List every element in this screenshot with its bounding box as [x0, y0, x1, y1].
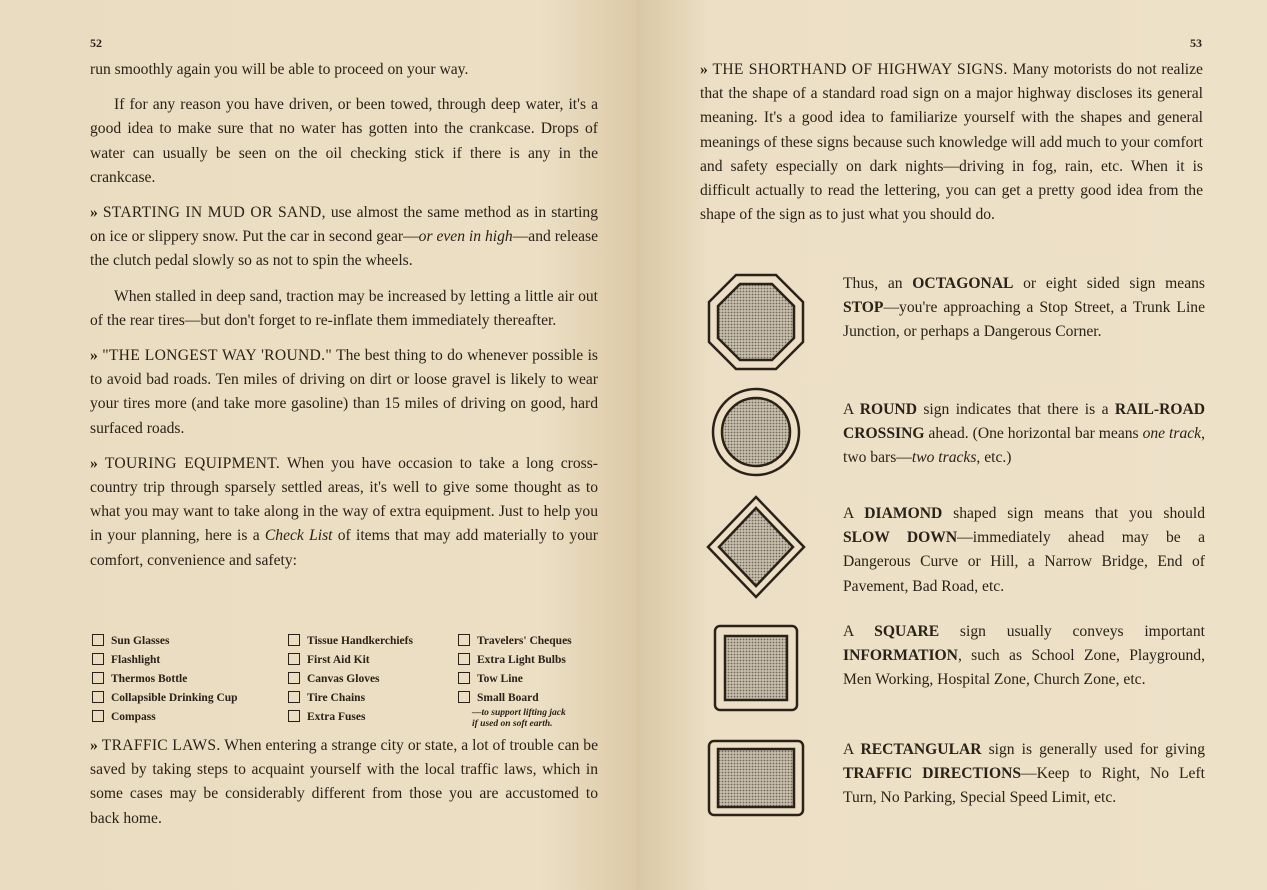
text-run: ahead. (One horizontal bar means — [924, 425, 1143, 443]
emphasis-text: » — [90, 204, 103, 222]
paragraph — [90, 201, 598, 274]
check-list-label: Small Board — [477, 692, 539, 704]
checkbox-icon — [458, 672, 470, 684]
checkbox-icon — [458, 653, 470, 665]
check-list-column — [288, 632, 413, 727]
check-list-label: Collapsible Drinking Cup — [111, 692, 238, 704]
text-run: , etc.) — [976, 449, 1012, 467]
emphasis-text: "THE LONGEST WAY 'ROUND." — [102, 347, 332, 365]
square-sign-icon — [706, 623, 806, 734]
check-list-item — [92, 708, 238, 727]
text-run: —and release the clutch pedal slowly so as not to spin the wheels. — [90, 228, 598, 270]
text-run: When you have occasion to take a long cross-country trip through sparsely settled areas, it's well to give some thought as to what you may want to take along in the way of extra equipment. Just to help you in your planning, here is a — [90, 454, 599, 545]
checkbox-icon — [458, 634, 470, 646]
diamond-sign-icon — [706, 495, 806, 606]
emphasis-text: » — [90, 454, 105, 472]
paragraph — [90, 93, 598, 190]
rectangle-sign-icon — [706, 738, 806, 849]
text-run: sign is generally used for giving — [981, 741, 1205, 758]
check-list-item — [92, 651, 238, 670]
check-list-item — [458, 651, 572, 670]
octagon-sign-description — [843, 272, 1205, 345]
page-number: 52 — [90, 36, 102, 50]
check-list-label: Extra Light Bulbs — [477, 654, 566, 666]
emphasis-text: DIAMOND — [864, 505, 943, 522]
text-run: When entering a strange city or state, a lot of trouble can be saved by taking steps to acquaint yourself with the local traffic laws, which in some cases may be considerably different from those you are accustomed to back home. — [90, 737, 598, 827]
text-run: shaped sign means that you should — [942, 505, 1205, 522]
text-run: A — [843, 741, 861, 758]
text-run: A — [843, 623, 875, 640]
emphasis-text: » — [700, 61, 713, 78]
check-list-item — [288, 670, 413, 689]
text-run: A — [843, 401, 860, 418]
check-list-item — [288, 708, 413, 727]
check-list-item — [458, 689, 572, 708]
check-list-item — [288, 689, 413, 708]
italic-text: one track — [1142, 425, 1202, 443]
diamond-sign-description — [843, 502, 1205, 599]
checkbox-icon — [92, 653, 104, 665]
emphasis-text: TOURING EQUIPMENT. — [104, 454, 281, 472]
checkbox-icon — [92, 634, 104, 646]
check-list-note: if used on soft earth. — [472, 719, 553, 729]
check-list-item — [288, 632, 413, 651]
emphasis-text: STOP — [843, 299, 884, 317]
check-list-label: Flashlight — [111, 654, 161, 666]
checkbox-icon — [288, 672, 300, 684]
emphasis-text: » — [90, 737, 102, 754]
check-list-label: Tire Chains — [307, 692, 366, 704]
check-list-item — [458, 670, 572, 689]
traffic-laws-paragraph — [90, 734, 598, 831]
text-run: use almost the same method as in starting on ice or slippery snow. Put the car in second gear— — [90, 204, 598, 246]
text-run: Thus, an — [843, 275, 913, 292]
square-sign-description — [843, 620, 1205, 693]
text-run: —Keep to Right, No Left Turn, No Parking, Special Speed Limit, etc. — [843, 765, 1205, 807]
text-run: sign usually conveys important — [939, 623, 1205, 640]
text-run: sign indicates that there is a — [916, 401, 1115, 418]
italic-text: Check List — [264, 527, 333, 545]
check-list-column — [92, 632, 238, 727]
check-list-label: Extra Fuses — [307, 711, 366, 723]
octagon-sign-icon — [706, 272, 806, 383]
text-run: of items that may add materially to your comfort, convenience and safety: — [90, 527, 598, 569]
check-list-item — [92, 632, 238, 651]
checkbox-icon — [288, 634, 300, 646]
emphasis-text: » — [90, 347, 103, 365]
check-list-label: Tow Line — [477, 673, 523, 685]
check-list-label: First Aid Kit — [307, 654, 370, 666]
page-number: 53 — [1190, 36, 1202, 50]
paragraph — [90, 344, 598, 441]
emphasis-text: TRAFFIC LAWS. — [101, 737, 221, 754]
round-sign-icon — [706, 386, 806, 497]
paragraph — [90, 58, 598, 82]
checkbox-icon — [288, 710, 300, 722]
round-sign-description — [843, 398, 1205, 471]
emphasis-text: ROUND — [859, 401, 917, 418]
emphasis-text: SLOW DOWN — [843, 529, 958, 547]
check-list-label: Canvas Gloves — [307, 673, 380, 685]
italic-text: two tracks — [911, 449, 977, 467]
text-run: If for any reason you have driven, or been towed, through deep water, it's a good idea to make sure that no water has gotten into the crankcase. Drops of water can usually be seen on the oil checking stick if there is any in the crankcase. — [90, 96, 598, 186]
rectangle-sign-description — [843, 738, 1205, 811]
text-run: or eight sided sign means — [1013, 275, 1205, 292]
text-run: , two bars— — [843, 425, 1205, 467]
check-list-label: Travelers' Cheques — [477, 635, 572, 647]
check-list-item — [92, 689, 238, 708]
text-run: —you're approaching a Stop Street, a Trunk Line Junction, or perhaps a Dangerous Corner. — [843, 299, 1205, 341]
checkbox-icon — [288, 653, 300, 665]
check-list-label: Sun Glasses — [111, 635, 170, 647]
check-list-item — [458, 632, 572, 651]
text-run: A — [843, 505, 865, 522]
emphasis-text: OCTAGONAL — [912, 275, 1014, 292]
emphasis-text: STARTING IN MUD OR SAND, — [102, 204, 326, 222]
checkbox-icon — [92, 672, 104, 684]
text-run: run smoothly again you will be able to proceed on your way. — [90, 61, 469, 78]
check-list-label: Thermos Bottle — [111, 673, 188, 685]
left-body-text — [90, 58, 598, 584]
check-list-column — [458, 632, 572, 730]
check-list-label: Compass — [111, 711, 156, 723]
text-run: When stalled in deep sand, traction may be increased by letting a little air out of the rear tires—but don't forget to re-inflate them immediately thereafter. — [90, 287, 598, 329]
check-list-note: —to support lifting jack — [472, 708, 566, 718]
text-run: —immediately ahead may be a Dangerous Curve or Hill, a Narrow Bridge, End of Pavement, Bad Road, etc. — [843, 529, 1205, 595]
check-list-item — [92, 670, 238, 689]
emphasis-text: TRAFFIC DIRECTIONS — [843, 765, 1022, 783]
highway-signs-intro — [700, 58, 1203, 227]
emphasis-text: RAIL-ROAD CROSSING — [843, 401, 1205, 443]
text-run: The best thing to do whenever possible is to avoid bad roads. Ten miles of driving on dirt or loose gravel is likely to wear your tires more (and take more gasoline) than 15 miles of driving on good, hard surfaced roads. — [90, 347, 599, 437]
check-list-item — [288, 651, 413, 670]
checkbox-icon — [92, 710, 104, 722]
checkbox-icon — [458, 691, 470, 703]
paragraph — [90, 452, 598, 573]
check-list-label: Tissue Handkerchiefs — [307, 635, 413, 647]
text-run: , such as School Zone, Playground, Men Working, Hospital Zone, Church Zone, etc. — [843, 647, 1205, 689]
text-run: Many motorists do not realize that the shape of a standard road sign on a major highway discloses its general meaning. It's a good idea to familiarize yourself with the shapes and general meanings of these signs because such knowledge will add much to your comfort and safety especially on dark nights—driving in fog, rain, etc. When it is difficult actually to read the lettering, you can get a pretty good idea from the shape of the sign as to just what you should do. — [700, 61, 1203, 224]
paragraph — [90, 285, 598, 333]
italic-text: or even in high — [418, 228, 513, 246]
emphasis-text: SQUARE — [874, 623, 940, 640]
checkbox-icon — [288, 691, 300, 703]
emphasis-text: INFORMATION — [843, 647, 958, 665]
emphasis-text: RECTANGULAR — [860, 741, 982, 758]
checkbox-icon — [92, 691, 104, 703]
emphasis-text: THE SHORTHAND OF HIGHWAY SIGNS. — [712, 61, 1008, 78]
